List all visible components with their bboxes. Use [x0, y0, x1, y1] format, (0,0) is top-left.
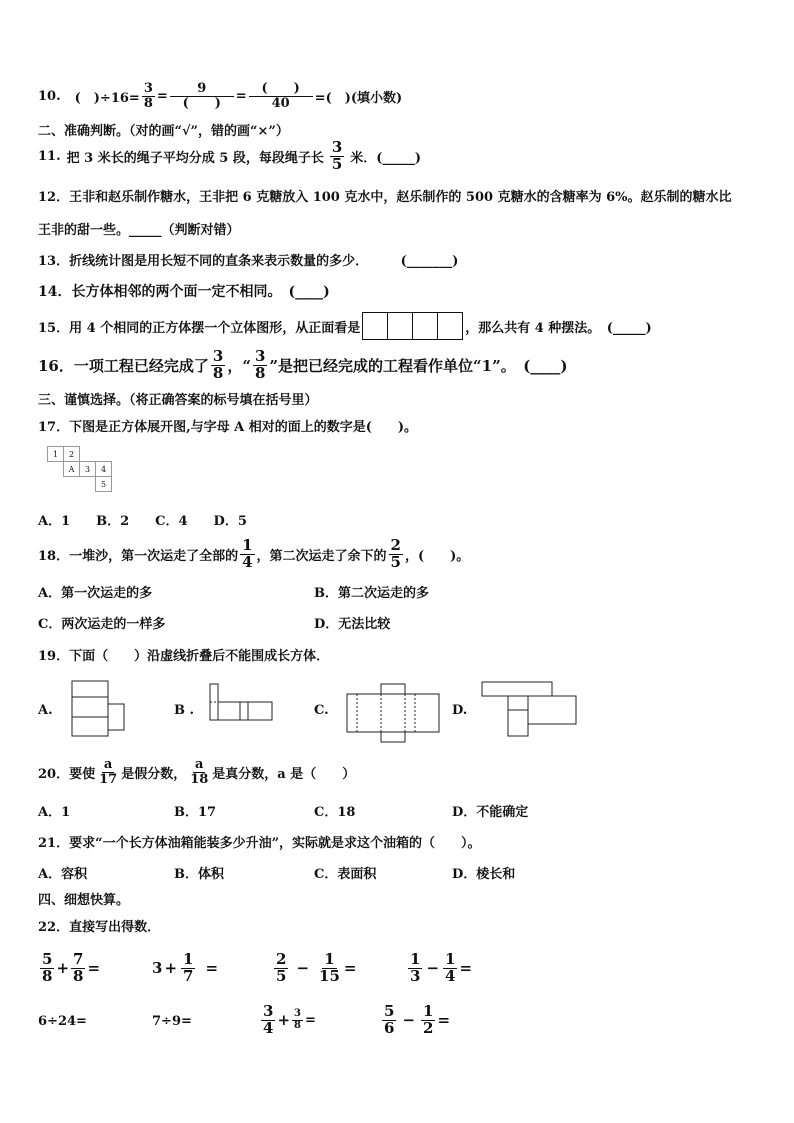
- option-d: D．无法比较: [314, 617, 391, 632]
- expression-8: $\frac{5}{6}$ − $\frac{1}{2}$ =: [384, 1002, 451, 1037]
- expression-7: $\frac{3}{4}$ + $\frac{3}{8}$ =: [263, 1002, 316, 1037]
- option-d-label: D.: [452, 703, 468, 718]
- option-d: D．棱长和: [452, 867, 516, 882]
- question-18: 18．一堆沙，第一次运走了全部的 $\frac{1}{4}$ ，第二次运走了余下的 $\frac{2}{5}$ ，( )。: [38, 536, 470, 571]
- expression-2: 3 + $\frac{1}{7}$ =: [152, 950, 219, 985]
- option-c: C．两次运走的一样多: [38, 617, 166, 632]
- fraction: $\frac{2}{5}$: [390, 536, 401, 571]
- fraction: $\frac{a}{18}$: [190, 757, 209, 787]
- question-22: 22．直接写出得数．: [38, 920, 161, 935]
- option-a: A．容积: [38, 867, 88, 882]
- net-figure-b: [206, 682, 276, 722]
- question-14: 14．长方体相邻的两个面一定不相同。 (____): [38, 284, 330, 300]
- question-21: 21．要求“一个长方体油箱能装多少升油”，实际就是求这个油箱的（ ）。: [38, 836, 481, 851]
- fraction: $\frac{1}{4}$: [242, 536, 253, 571]
- expression-4: $\frac{1}{3}$ − $\frac{1}{4}$ =: [410, 950, 473, 985]
- fraction: $\frac{a}{17}$: [99, 757, 118, 787]
- net-figure-a: [70, 680, 126, 738]
- question-17-options: A．1 B．2 C．4 D．5: [38, 514, 247, 529]
- option-b: B．体积: [174, 867, 224, 882]
- fraction: $\frac{3}{8}$: [254, 347, 266, 382]
- option-c: C．表面积: [314, 867, 377, 882]
- net-figure-c: [345, 682, 445, 744]
- option-c: C．18: [314, 805, 356, 820]
- option-b: B．第二次运走的多: [314, 586, 429, 601]
- fraction: $\frac{3}{5}$: [331, 138, 343, 173]
- question-17: 17．下图是正方体展开图,与字母 A 相对的面上的数字是( )。: [38, 420, 418, 435]
- front-view-figure: [362, 312, 463, 340]
- question-15: 15．用 4 个相同的正方体摆一个立体图形，从正面看是 ，那么共有 4 种摆法。 (_____): [38, 312, 652, 340]
- option-d: D．不能确定: [452, 805, 529, 820]
- question-19: 19．下面（ ）沿虚线折叠后不能围成长方体．: [38, 649, 330, 664]
- option-c-label: C.: [314, 703, 329, 718]
- question-12-line2: 王非的甜一些。_____（判断对错）: [38, 223, 240, 238]
- option-b-label: B .: [174, 703, 195, 718]
- option-a-label: A.: [38, 703, 53, 718]
- fraction: $\frac{3}{8}$: [212, 347, 224, 382]
- option-a: A．第一次运走的多: [38, 586, 153, 601]
- fraction: $\frac{3}{8}$: [143, 81, 153, 111]
- section-2-heading: 二、准确判断。（对的画“√”，错的画“×”）: [38, 124, 289, 139]
- question-20: 20．要使 $\frac{a}{17}$ 是假分数， $\frac{a}{18}$ 是真分数，a 是（ ）: [38, 757, 356, 787]
- option-b: B．17: [174, 805, 217, 820]
- question-11: 11. 把 3 米长的绳子平均分成 5 段，每段绳子长 $\frac{3}{5}$ 米．(_____): [38, 138, 422, 173]
- fraction: $\frac{( )}{40}$: [249, 82, 313, 110]
- expression-6: 7÷9=: [152, 1014, 192, 1029]
- fraction: $\frac{9}{( )}$: [170, 82, 234, 110]
- expression-5: 6÷24=: [38, 1014, 87, 1029]
- option-a: A．1: [38, 805, 71, 820]
- question-16: 16．一项工程已经完成了 $\frac{3}{8}$ ，“ $\frac{3}{8}$ ”是把已经完成的工程看作单位“1”。 (____): [38, 347, 568, 382]
- question-12-line1: 12．王非和赵乐制作糖水，王非把 6 克糖放入 100 克水中，赵乐制作的 500 克糖水的含糖率为 6%。赵乐制的糖水比: [38, 190, 732, 205]
- net-figure-d: [480, 680, 580, 740]
- expression-3: $\frac{2}{5}$ − $\frac{1}{15}$ =: [276, 950, 357, 985]
- question-13: 13．折线统计图是用长短不同的直条来表示数量的多少． (_______): [38, 254, 459, 269]
- expression-1: $\frac{5}{8}$ + $\frac{7}{8}$ =: [42, 950, 101, 985]
- cube-net-figure: 1 2 A 3 4 5: [47, 446, 112, 492]
- question-10: 10. ( )÷16= $\frac{3}{8}$ = $\frac{9}{( )}$ = $\frac{( )}{40}$ =( )(填小数): [38, 81, 403, 111]
- section-3-heading: 三、谨慎选择。（将正确答案的标号填在括号里）: [38, 393, 318, 408]
- section-4-heading: 四、细想快算。: [38, 893, 130, 908]
